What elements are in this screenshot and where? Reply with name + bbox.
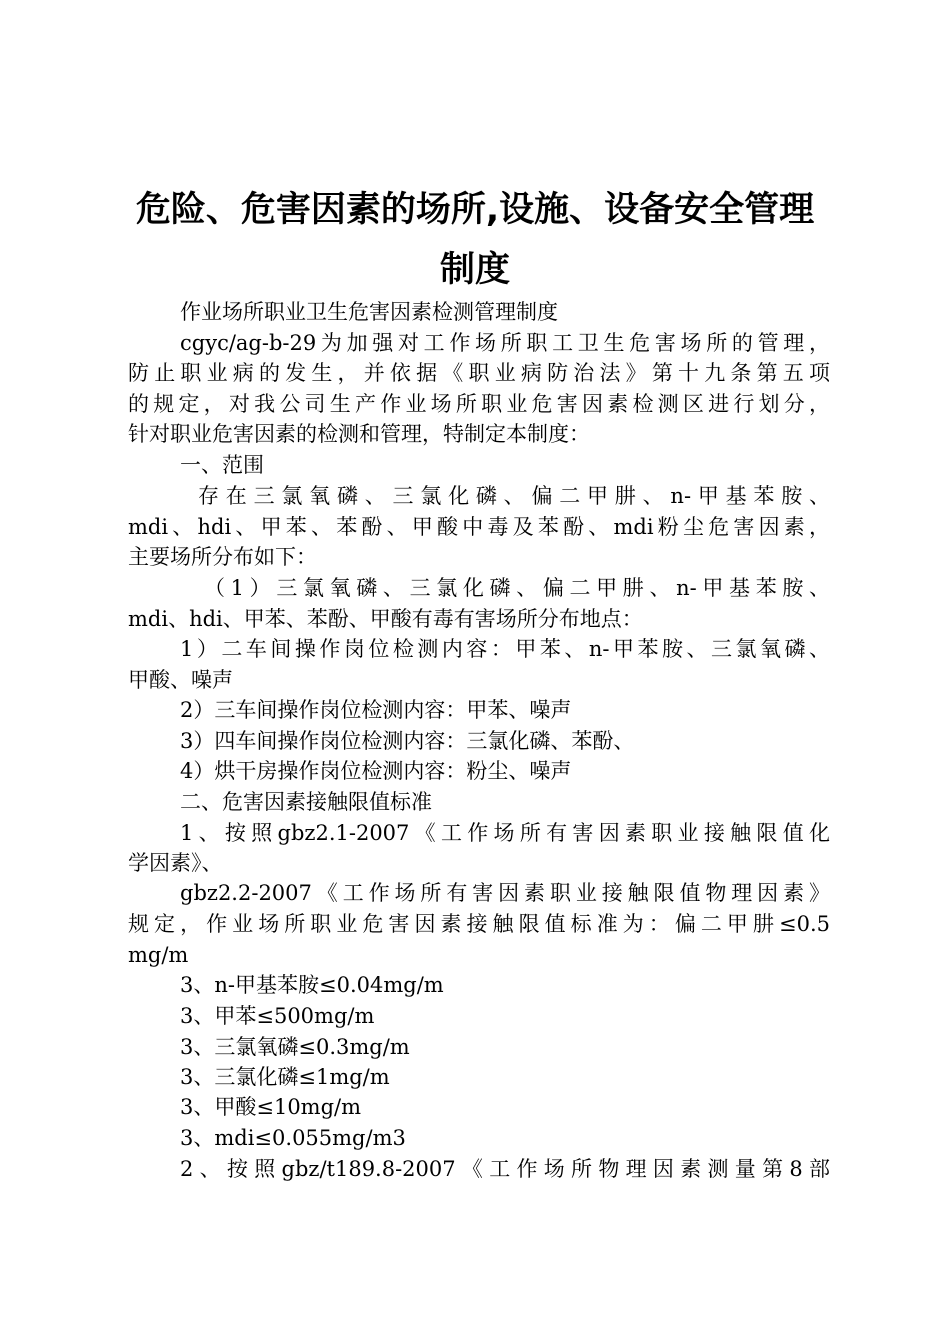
body-line: 存在三氯氧磷、三氯化磷、偏二甲肼、n-甲基苯胺、 — [198, 484, 830, 508]
limit-value-line: 3、甲苯≤500mg/m — [180, 1004, 375, 1028]
limit-value-line: 3、甲酸≤10mg/m — [180, 1095, 362, 1119]
limit-value-line: 3、三氯氧磷≤0.3mg/m — [180, 1035, 410, 1059]
body-line: gbz2.2-2007《工作场所有害因素职业接触限值物理因素》 — [180, 881, 830, 905]
section-heading: 一、范围 — [180, 453, 264, 477]
limit-value-line: 3、n-甲基苯胺≤0.04mg/m — [180, 973, 444, 997]
document-title-line-2: 制度 — [439, 250, 510, 290]
body-line: 规定，作业场所职业危害因素接触限值标准为：偏二甲肼≤0.5 — [128, 912, 830, 936]
body-line: 4）烘干房操作岗位检测内容：粉尘、噪声 — [180, 759, 572, 783]
document-title-line-1: 危险、危害因素的场所,设施、设备安全管理 — [135, 190, 815, 230]
body-line: 学因素》、 — [128, 851, 223, 875]
body-line: 甲酸、噪声 — [128, 668, 233, 692]
body-line: cgyc/ag-b-29为加强对工作场所职工卫生危害场所的管理， — [180, 331, 830, 355]
body-line: （1）三氯氧磷、三氯化磷、偏二甲肼、n-甲基苯胺、 — [204, 576, 830, 600]
body-line: 2）三车间操作岗位检测内容：甲苯、噪声 — [180, 698, 572, 722]
limit-value-line: 3、mdi≤0.055mg/m3 — [180, 1126, 406, 1150]
body-line: 1）二车间操作岗位检测内容：甲苯、n-甲苯胺、三氯氧磷、 — [180, 637, 830, 661]
body-line: 1、按照gbz2.1-2007《工作场所有害因素职业接触限值化 — [180, 821, 830, 845]
section-heading: 二、危害因素接触限值标准 — [180, 790, 432, 814]
body-line: 防止职业病的发生，并依据《职业病防治法》第十九条第五项 — [128, 361, 830, 385]
body-line: mg/m — [128, 943, 189, 967]
body-line: 作业场所职业卫生危害因素检测管理制度 — [180, 300, 558, 324]
body-line: mdi、hdi、甲苯、苯酚、甲酸中毒及苯酚、mdi粉尘危害因素， — [128, 515, 830, 539]
body-line: 的规定，对我公司生产作业场所职业危害因素检测区进行划分， — [128, 392, 830, 416]
body-line: 针对职业危害因素的检测和管理，特制定本制度： — [128, 422, 590, 446]
limit-value-line: 3、三氯化磷≤1mg/m — [180, 1065, 390, 1089]
body-line: 3）四车间操作岗位检测内容：三氯化磷、苯酚、 — [180, 729, 635, 753]
body-line: 主要场所分布如下： — [128, 545, 317, 569]
body-line: mdi、hdi、甲苯、苯酚、甲酸有毒有害场所分布地点： — [128, 607, 643, 631]
body-line: 2、按照gbz/t189.8-2007《工作场所物理因素测量第8部 — [180, 1157, 830, 1181]
